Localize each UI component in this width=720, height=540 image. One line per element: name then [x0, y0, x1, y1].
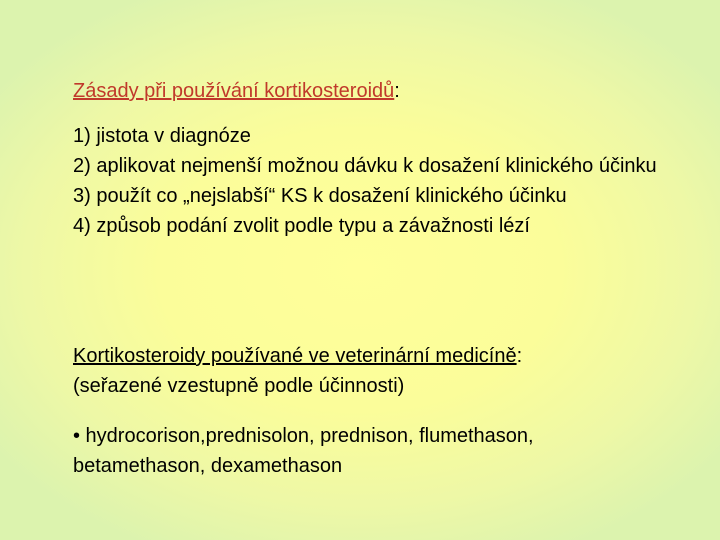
principles-heading-text: Zásady při používání kortikosteroidů: [73, 80, 395, 102]
principle-item-2: 2) aplikovat nejmenší možnou dávku k dosažení klinického účinku: [73, 155, 657, 177]
veterinary-subtitle: (seřazené vzestupně podle účinnosti): [73, 375, 405, 397]
principle-item-3: 3) použít co „nejslabší“ KS k dosažení klinického účinku: [73, 185, 567, 207]
principles-heading: [73, 76, 400, 106]
principles-heading-colon: :: [394, 80, 400, 102]
principle-item-1: 1) jistota v diagnóze: [73, 125, 251, 147]
principles-list: [73, 121, 663, 241]
drug-list-item: • hydrocorison,prednisolon, prednison, flumethason, betamethason, dexamethason: [73, 425, 534, 477]
veterinary-heading-colon: :: [516, 345, 523, 367]
veterinary-section: [73, 341, 663, 401]
veterinary-heading-text: Kortikosteroidy používané ve veterinární medicíně: [73, 345, 517, 367]
veterinary-heading: [73, 345, 522, 367]
principle-item-4: 4) způsob podání zvolit podle typu a závažnosti lézí: [73, 215, 530, 237]
